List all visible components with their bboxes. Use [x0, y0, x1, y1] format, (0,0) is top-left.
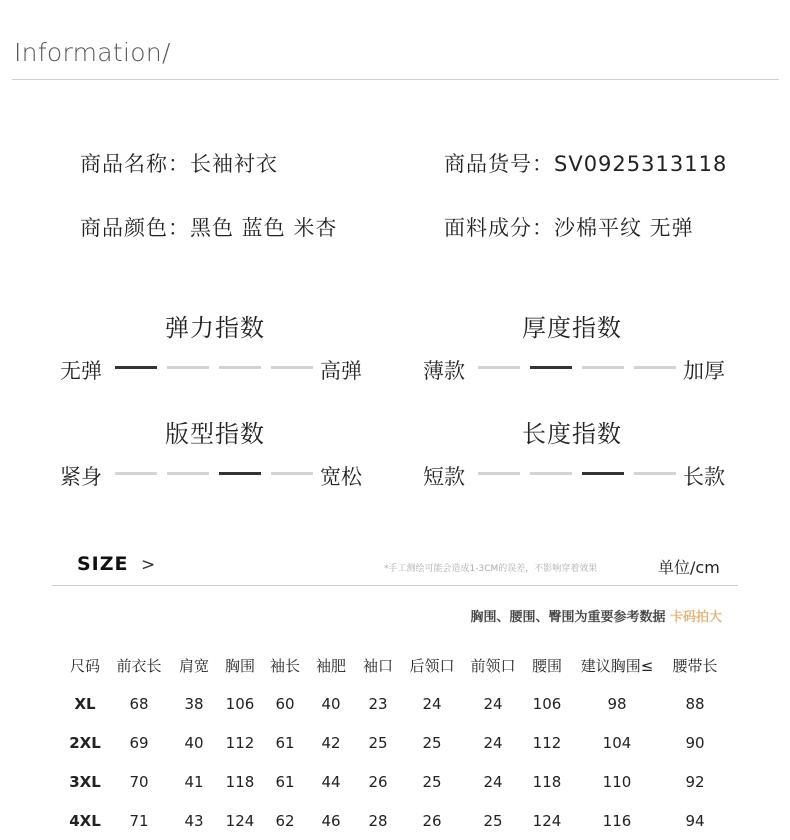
column-header: 胸围 — [224, 656, 255, 675]
table-cell: 41 — [184, 772, 204, 791]
gauge-title-thickness: 厚度指数 — [522, 314, 622, 342]
product-fabric: 面料成分：沙棉平纹 无弹 — [444, 216, 694, 240]
column-header: 肩宽 — [178, 656, 209, 675]
column-header: 腰围 — [531, 656, 562, 675]
table-cell: 42 — [321, 733, 341, 752]
table-cell: 40 — [184, 733, 204, 752]
gauge-segment — [478, 472, 520, 475]
product-sku: 商品货号：SV0925313118 — [444, 152, 728, 176]
table-cell: 106 — [532, 694, 562, 713]
gauge-segment — [530, 472, 572, 475]
gauge-title-length: 长度指数 — [522, 420, 622, 448]
table-cell: 62 — [275, 811, 295, 830]
gauge-left-label-fit: 紧身 — [60, 465, 102, 489]
size-label-cell: XL — [74, 694, 96, 713]
column-header: 腰带长 — [672, 656, 718, 675]
column-header: 袖口 — [362, 656, 393, 675]
table-cell: 112 — [532, 733, 562, 752]
gauge-segment — [115, 366, 157, 369]
gauge-left-label-elasticity: 无弹 — [60, 359, 102, 383]
table-cell: 24 — [422, 694, 442, 713]
gauge-segment — [634, 472, 676, 475]
table-cell: 40 — [321, 694, 341, 713]
gauge-title-fit: 版型指数 — [165, 420, 265, 448]
table-cell: 98 — [607, 694, 627, 713]
table-cell: 68 — [129, 694, 149, 713]
column-header: 建议胸围≤ — [580, 656, 654, 675]
table-cell: 25 — [422, 772, 442, 791]
table-cell: 25 — [422, 733, 442, 752]
header-divider — [12, 79, 779, 80]
table-cell: 46 — [321, 811, 341, 830]
table-cell: 23 — [368, 694, 388, 713]
column-header: 袖长 — [269, 656, 300, 675]
size-label-cell: 4XL — [69, 811, 101, 830]
table-cell: 26 — [422, 811, 442, 830]
table-header-row — [62, 646, 726, 684]
gauge-segment — [634, 366, 676, 369]
table-cell: 112 — [225, 733, 255, 752]
product-name: 商品名称：长袖衬衣 — [80, 152, 278, 176]
table-cell: 71 — [129, 811, 149, 830]
gauge-segment — [219, 366, 261, 369]
chevron-right-icon: > — [141, 555, 156, 575]
unit-label: 单位/cm — [658, 558, 720, 577]
gauge-segment — [530, 366, 572, 369]
table-cell: 44 — [321, 772, 341, 791]
table-cell: 43 — [184, 811, 204, 830]
gauge-right-label-fit: 宽松 — [320, 465, 362, 489]
table-row — [62, 801, 726, 840]
table-cell: 94 — [685, 811, 705, 830]
gauge-right-label-thickness: 加厚 — [683, 359, 725, 383]
gauge-left-label-length: 短款 — [423, 465, 465, 489]
size-label-cell: 3XL — [69, 772, 101, 791]
reference-note-main: 胸围、腰围、臀围为重要参考数据 — [470, 610, 666, 625]
table-cell: 38 — [184, 694, 204, 713]
table-cell: 28 — [368, 811, 388, 830]
gauge-segment — [582, 366, 624, 369]
gauge-right-label-length: 长款 — [683, 465, 725, 489]
table-cell: 25 — [368, 733, 388, 752]
column-header: 袖肥 — [315, 656, 346, 675]
reference-note — [470, 606, 722, 625]
size-heading: SIZE — [77, 553, 129, 575]
gauge-title-elasticity: 弹力指数 — [165, 314, 265, 342]
table-cell: 90 — [685, 733, 705, 752]
table-row — [62, 762, 726, 801]
table-cell: 60 — [275, 694, 295, 713]
size-label-cell: 2XL — [69, 733, 101, 752]
table-cell: 116 — [602, 811, 632, 830]
size-table — [62, 646, 726, 840]
table-cell: 24 — [483, 733, 503, 752]
table-cell: 88 — [685, 694, 705, 713]
gauge-segment — [271, 366, 313, 369]
table-cell: 118 — [532, 772, 562, 791]
gauge-right-label-elasticity: 高弹 — [320, 359, 362, 383]
table-cell: 24 — [483, 772, 503, 791]
table-cell: 70 — [129, 772, 149, 791]
gauge-segment — [219, 472, 261, 475]
gauge-segment — [167, 472, 209, 475]
table-cell: 24 — [483, 694, 503, 713]
gauge-segment — [115, 472, 157, 475]
section-title: Information/ — [14, 38, 171, 67]
reference-note-accent: 卡码拍大 — [669, 610, 722, 625]
table-cell: 124 — [225, 811, 255, 830]
table-cell: 25 — [483, 811, 503, 830]
gauge-segment — [582, 472, 624, 475]
gauge-segment — [478, 366, 520, 369]
table-cell: 61 — [275, 733, 295, 752]
table-cell: 69 — [129, 733, 149, 752]
table-cell: 92 — [685, 772, 705, 791]
table-cell: 61 — [275, 772, 295, 791]
gauge-segment — [271, 472, 313, 475]
product-colors: 商品颜色：黑色 蓝色 米杏 — [80, 216, 338, 240]
column-header: 前领口 — [470, 656, 516, 675]
gauge-left-label-thickness: 薄款 — [423, 359, 465, 383]
table-cell: 110 — [602, 772, 632, 791]
column-header: 尺码 — [69, 656, 100, 675]
gauge-segment — [167, 366, 209, 369]
size-divider — [52, 585, 738, 586]
table-row — [62, 723, 726, 762]
table-cell: 118 — [225, 772, 255, 791]
table-cell: 104 — [602, 733, 632, 752]
column-header: 后领口 — [409, 656, 455, 675]
table-cell: 26 — [368, 772, 388, 791]
measurement-note: *手工测绘可能会造成1-3CM的误差，不影响穿着效果 — [384, 564, 598, 574]
table-cell: 106 — [225, 694, 255, 713]
column-header: 前衣长 — [116, 656, 162, 675]
table-row — [62, 684, 726, 723]
table-cell: 124 — [532, 811, 562, 830]
